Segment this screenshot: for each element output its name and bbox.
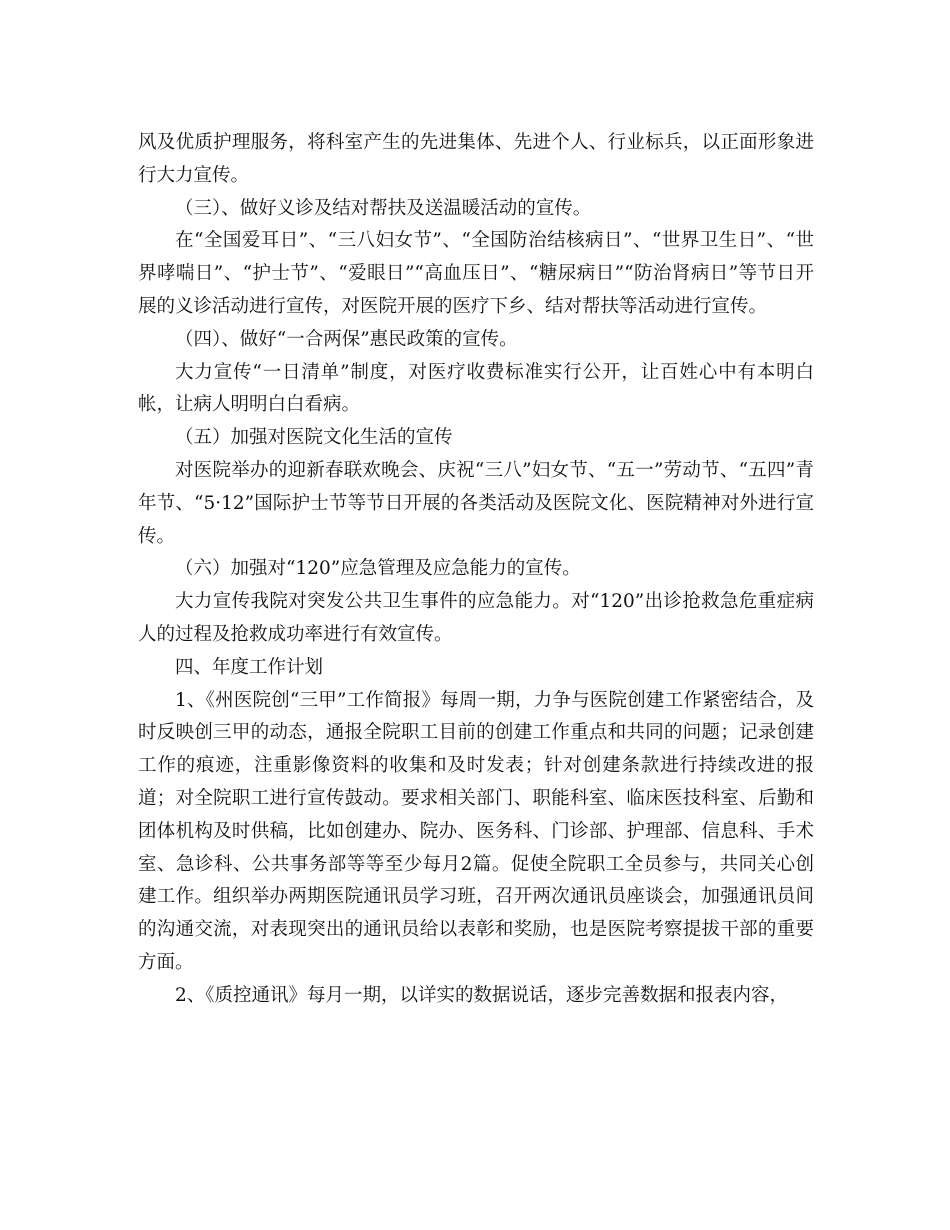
section-heading-6: （六）加强对“120”应急管理及应急能力的宣传。 xyxy=(175,558,581,580)
paragraph: 大力宣传我院对突发公共卫生事件的应急能力。对“120”出诊抢救急危重症病人的过程及抢救成功率进行有效宣传。 xyxy=(138,591,814,645)
paragraph: 风及优质护理服务，将科室产生的先进集体、先进个人、行业标兵，以正面形象进行大力宣传。 xyxy=(138,132,814,186)
paragraph: 2、《质控通讯》每月一期，以详实的数据说话，逐步完善数据和报表内容， xyxy=(175,984,789,1006)
section-heading-5: （五）加强对医院文化生活的宣传 xyxy=(175,427,453,449)
section-heading-3: （三）、做好义诊及结对帮扶及送温暖活动的宣传。 xyxy=(175,197,592,219)
section-heading-annual-plan: 四、年度工作计划 xyxy=(175,656,324,678)
paragraph: 1、《州医院创“三甲”工作简报》每周一期，力争与医院创建工作紧密结合，及时反映创三甲的动态，通报全院职工目前的创建工作重点和共同的问题；记录创建工作的痕迹，注重影像资料的收集和及时发表；针对创建条款进行持续改进的报道；对全院职工进行宣传鼓动。要求相关部门、职能科室、临床医技科室、后勤和团体机构及时供稿，比如创建办、院办、医务科、门诊部、护理部、信息科、手术室、急诊科、公共事务部等等至少每月2篇。促使全院职工全员参与，共同关心创建工作。组织举办两期医院通讯员学习班，召开两次通讯员座谈会，加强通讯员间的沟通交流，对表现突出的通讯员给以表彰和奖励，也是医院考察提拔干部的重要方面。 xyxy=(138,689,814,973)
paragraph: 大力宣传“一日清单”制度，对医疗收费标准实行公开，让百姓心中有本明白帐，让病人明明白白看病。 xyxy=(138,361,814,416)
document-body xyxy=(138,127,814,1013)
paragraph: 在“全国爱耳日”、“三八妇女节”、“全国防治结核病日”、“世界卫生日”、“世界哮喘日”、“护士节”、“爱眼日”“高血压日”、“糖尿病日”“防治肾病日”等节日开展的义诊活动进行宣传，对医院开展的医疗下乡、结对帮扶等活动进行宣传。 xyxy=(138,230,814,317)
paragraph: 对医院举办的迎新春联欢晚会、庆祝“三八”妇女节、“五一”劳动节、“五四”青年节、“5·12”国际护士节等节日开展的各类活动及医院文化、医院精神对外进行宣传。 xyxy=(138,459,814,547)
section-heading-4: （四）、做好“一合两保”惠民政策的宣传。 xyxy=(175,328,518,350)
